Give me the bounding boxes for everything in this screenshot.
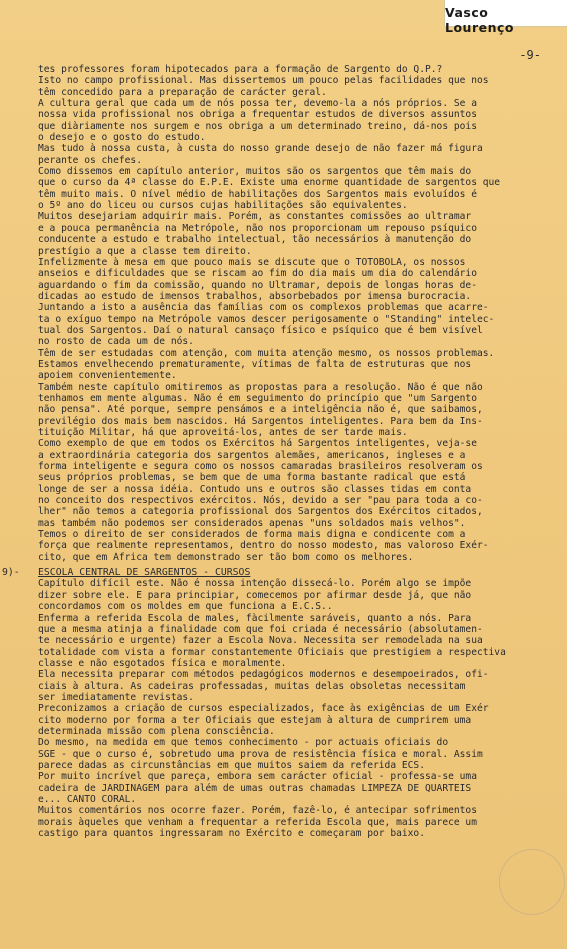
text-line: ser imediatamente revistas. xyxy=(38,691,194,703)
text-line: seus próprios problemas, se bem que de uma forma bastante radical que está xyxy=(38,472,466,484)
text-line: SGE - que o curso é, sobretudo uma prova de resistência física e moral. Assim xyxy=(38,748,483,760)
text-line: Como exemplo de que em todos os Exércitos há Sargentos inteligentes, veja-se xyxy=(38,438,477,450)
text-line: anseios e dificuldades que se riscam ao fim do dia mais um dia do calendário xyxy=(38,268,477,280)
text-line: Mas tudo à nossa custa, à custa do nosso grande desejo de não fazer má figura xyxy=(38,143,483,155)
text-line: que diàriamente nos surgem e nos obriga a um determinado treino, dá-nos pois xyxy=(38,120,477,132)
section-number: 9)- xyxy=(2,567,20,579)
text-line: Ela necessita preparar com métodos pedagógicos modernos e desempoeirados, ofi- xyxy=(38,669,489,681)
text-line: A cultura geral que cada um de nós possa ter, devemo-la a nós próprios. Se a xyxy=(38,98,477,110)
text-line: totalidade com vista a formar constantemente Oficiais que prestigiem a respectiva xyxy=(38,646,506,658)
text-line: Também neste capítulo omitiremos as propostas para a resolução. Não é que não xyxy=(38,381,483,393)
text-line: classe e não esgotados física e moralmente. xyxy=(38,657,287,669)
text-line: perante os chefes. xyxy=(38,154,142,166)
text-line: conducente a estudo e trabalho intelectual, tão necessários à manutenção do xyxy=(38,234,472,246)
text-line: Enferma a referida Escola de males, fàcilmente saráveis, quanto a nós. Para xyxy=(38,612,472,624)
text-line: Temos o direito de ser considerados de forma mais digna e condicente com a xyxy=(38,529,466,541)
text-line: Muitos desejariam adquirir mais. Porém, as constantes comissões ao ultramar xyxy=(38,211,472,223)
text-line: morais àqueles que venham a frequentar a referida Escola que, mais parece um xyxy=(38,816,477,828)
text-line: Têm de ser estudadas com atenção, com muita atenção mesmo, os nossos problemas. xyxy=(38,347,495,359)
text-line: forma inteligente e segura como os nossos camaradas brasileiros resolveram os xyxy=(38,461,483,473)
body-text xyxy=(2,64,562,840)
text-line: no rosto de cada um de nós. xyxy=(38,336,194,348)
text-line: não pensa". Até porque, sempre pensámos e a inteligência não é, que saibamos, xyxy=(38,404,483,416)
text-line: nossa vida profissional nos obriga a frequentar estudos de diversos assuntos xyxy=(38,109,477,121)
header-tab xyxy=(444,0,567,35)
text-line: dizer sobre ele. E para principiar, comecemos por afirmar desde já, que não xyxy=(38,589,472,601)
page-number: -9- xyxy=(519,48,541,62)
text-line: castigo para quantos ingressaram no Exército e começaram por baixo. xyxy=(38,828,425,840)
text-line: que a mesma atinja a finalidade com que foi criada é necessário (absolutamen- xyxy=(38,623,483,635)
text-line: aguardando o fim da comissão, quando no Ultramar, depois de longas horas de- xyxy=(38,279,477,291)
text-line: prestígio a que a classe tem direito. xyxy=(38,245,252,257)
text-line: concordamos com os moldes em que funciona a E.C.S.. xyxy=(38,601,333,613)
text-line: te necessário e urgente) fazer a Escola Nova. Necessita ser remodelada na sua xyxy=(38,635,483,647)
text-line: que o curso da 4ª classe do E.P.E. Existe uma enorme quantidade de sargentos que xyxy=(38,177,501,189)
text-line: a extraordinária categoria dos sargentos alemães, americanos, ingleses e a xyxy=(38,449,466,461)
section-heading: ESCOLA CENTRAL DE SARGENTOS - CURSOS xyxy=(38,567,251,579)
text-line: Estamos envelhecendo prematuramente, vítimas de falta de estruturas que nos xyxy=(38,358,472,370)
text-line: Infelizmente à mesa em que pouco mais se discute que o TOTOBOLA, os nossos xyxy=(38,256,466,268)
text-line: e a pouca permanência na Metrópole, não nos proporcionam um repouso psíquico xyxy=(38,222,477,234)
text-line: e... CANTO CORAL. xyxy=(38,794,137,805)
text-line: Muitos comentários nos ocorre fazer. Porém, fazê-lo, é antecipar sofrimentos xyxy=(38,805,477,817)
paragraph-block-a xyxy=(38,64,562,563)
text-line: têm muito mais. O nível médio de habilitações dos Sargentos mais evoluídos é xyxy=(38,188,477,200)
text-line: lher" não temos a categoria profissional dos Sargentos dos Exércitos citados, xyxy=(38,506,483,518)
text-line: longe de ser a nossa idéia. Contudo uns e outros são classes tidas em conta xyxy=(38,483,472,495)
section-row xyxy=(2,567,562,579)
text-line: Como dissemos em capítulo anterior, muitos são os sargentos que têm mais do xyxy=(38,166,472,178)
text-line: Por muito incrível que pareça, embora sem carácter oficial - professa-se uma xyxy=(38,771,477,783)
text-line: tual dos Sargentos. Daí o natural cansaço físico e psíquico que é bem visível xyxy=(38,324,483,336)
text-line: Isto no campo profissional. Mas dissertemos um pouco pelas facilidades que nos xyxy=(38,75,489,87)
text-line: tituição Militar, há que aproveitá-los, antes de ser tarde mais. xyxy=(38,427,408,438)
paragraph-block-b xyxy=(38,578,562,839)
text-line: Juntando a isto a ausência das famílias com os complexos problemas que acarre- xyxy=(38,302,489,314)
text-line: tenhamos em mente algumas. Não é em seguimento do princípio que "um Sargento xyxy=(38,392,477,404)
text-line: força que realmente representamos, dentro do nosso modesto, mas valoroso Exér- xyxy=(38,540,489,552)
text-line: dicadas ao estudo de imensos trabalhos, absorbebados por imensa burocracia. xyxy=(38,290,472,302)
text-line: determinada missão com plena consciência. xyxy=(38,725,275,737)
text-line: previlégio dos mais bem nascidos. Há Sargentos inteligentes. Para bem da Ins- xyxy=(38,415,483,427)
archive-stamp xyxy=(490,840,567,923)
text-line: parece dadas as circunstâncias em que muitos saiem da referida ECS. xyxy=(38,759,425,771)
text-line: tes professores foram hipotecados para a formação de Sargento do Q.P.? xyxy=(38,64,443,75)
text-line: o desejo e o gosto do estudo. xyxy=(38,132,206,144)
text-line: têm concedido para a preparação de carácter geral. xyxy=(38,86,327,98)
text-line: no conceito dos respectivos exércitos. Nós, devido a ser "pau para toda a co- xyxy=(38,495,483,507)
text-line: cadeira de JARDINAGEM para além de umas outras chamadas LIMPEZA DE QUARTEIS xyxy=(38,782,472,794)
text-line: Preconizamos a criação de cursos especializados, face às exigências de um Exér xyxy=(38,703,489,715)
text-line: cito moderno por forma a ter Oficiais que estejam à altura de cumprirem uma xyxy=(38,714,472,726)
author-name: Vasco Lourenço xyxy=(445,5,514,35)
text-line: cito, que em África tem demonstrado ser tão bom como os melhores. xyxy=(38,551,414,563)
text-line: o 5º ano do liceu ou cursos cujas habilitações são equivalentes. xyxy=(38,200,408,212)
text-line: ciais à altura. As cadeiras professadas, muitas delas obsoletas necessitam xyxy=(38,680,466,692)
text-line: Do mesmo, na medida em que temos conhecimento - por actuais oficiais do xyxy=(38,737,449,749)
text-line: ta o exíguo tempo na Metrópole vamos descer perigosamente o "Standing" intelec- xyxy=(38,313,495,325)
text-line: mas também não podemos ser considerados apenas "uns soldados mais velhos". xyxy=(38,517,466,529)
text-line: Capítulo difícil este. Não é nossa intenção dissecá-lo. Porém algo se impõe xyxy=(38,578,472,590)
section-title xyxy=(2,567,250,578)
text-line: apoiem convenientemente. xyxy=(38,370,177,382)
